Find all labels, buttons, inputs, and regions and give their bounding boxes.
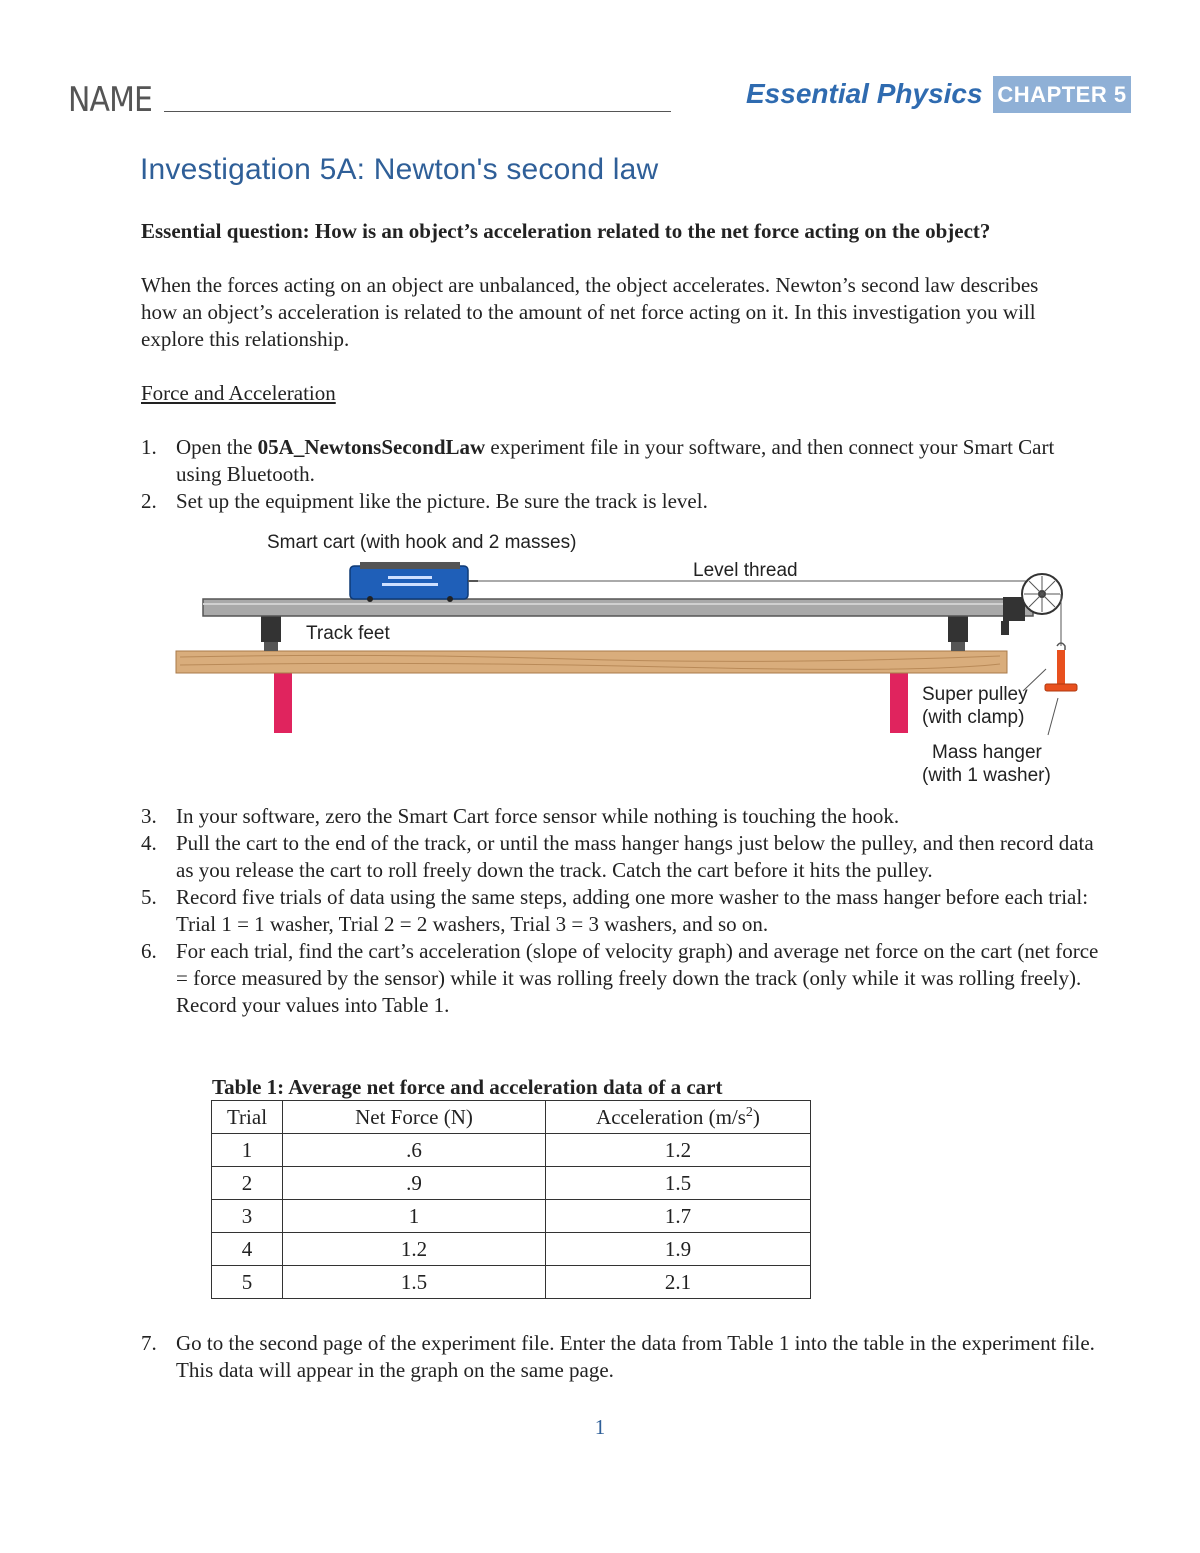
- label-mass-hanger-washer: (with 1 washer): [922, 765, 1051, 786]
- step-text: In your software, zero the Smart Cart force sensor while nothing is touching the hook.: [176, 804, 900, 828]
- equipment-figure: [170, 528, 1090, 793]
- label-super-pulley-clamp: (with clamp): [922, 707, 1025, 728]
- mass-hanger: [1057, 650, 1065, 684]
- list-item: [141, 830, 1101, 884]
- steps-list-part-2: [141, 803, 1101, 1019]
- step-text: Set up the equipment like the picture. Be sure the track is level.: [176, 489, 708, 513]
- cell-net-force: 1: [283, 1200, 546, 1233]
- list-item: [141, 488, 1101, 515]
- header-acceleration: [546, 1101, 811, 1134]
- step-text: Pull the cart to the end of the track, or until the mass hanger hangs just below the pulley, and then record data as you release the cart to roll freely down the track. Catch the cart before it hits the pulley.: [176, 831, 1094, 882]
- step-number: 3.: [141, 804, 157, 828]
- label-smart-cart: Smart cart (with hook and 2 masses): [267, 532, 577, 553]
- track: [203, 599, 1033, 616]
- cell-net-force: .9: [283, 1167, 546, 1200]
- header-acceleration-text: Acceleration (m/s: [596, 1105, 746, 1129]
- list-item: [141, 1330, 1101, 1384]
- cell-acceleration: 1.5: [546, 1167, 811, 1200]
- list-item: [141, 884, 1101, 938]
- table-row: [212, 1134, 811, 1167]
- cell-trial: 2: [212, 1167, 283, 1200]
- label-level-thread: Level thread: [693, 560, 798, 581]
- page-title: Investigation 5A: Newton's second law: [140, 153, 659, 186]
- table-leg-right: [890, 673, 908, 733]
- table-row: [212, 1233, 811, 1266]
- pulley-clamp: [1003, 597, 1025, 621]
- table-row: [212, 1200, 811, 1233]
- section-heading: Force and Acceleration: [141, 381, 336, 405]
- header-acceleration-exponent: 2: [745, 1105, 753, 1120]
- step-number: 5.: [141, 885, 157, 909]
- name-label: NAME: [68, 80, 153, 120]
- intro-paragraph: When the forces acting on an object are unbalanced, the object accelerates. Newton’s second law describes how an object’s acceleration is related to the amount of net force acting on it. In this investigation you will explore this relationship.: [141, 273, 1039, 351]
- track-foot-right: [948, 616, 968, 642]
- list-item: [141, 938, 1101, 1019]
- table-row: [212, 1167, 811, 1200]
- cell-net-force: 1.5: [283, 1266, 546, 1299]
- label-track-feet: Track feet: [306, 623, 390, 644]
- cell-net-force: .6: [283, 1134, 546, 1167]
- step-text: Open the: [176, 435, 258, 459]
- table-row: [212, 1266, 811, 1299]
- brand-title: Essential Physics: [746, 78, 983, 109]
- cell-trial: 5: [212, 1266, 283, 1299]
- cell-trial: 4: [212, 1233, 283, 1266]
- table-caption: Table 1: Average net force and acceleration data of a cart: [212, 1075, 723, 1099]
- step-text: experiment file in your software, and then connect your Smart Cart using Bluetooth.: [176, 435, 1055, 486]
- page-number: 1: [594, 1415, 606, 1439]
- cell-trial: 3: [212, 1200, 283, 1233]
- step-text: Record five trials of data using the same steps, adding one more washer to the mass hanger before each trial: Trial 1 = 1 washer, Trial 2 = 2 washers, Trial 3 = 3 washers, and so on.: [176, 885, 1089, 936]
- step-number: 7.: [141, 1331, 157, 1355]
- step-number: 1.: [141, 435, 157, 459]
- step-number: 6.: [141, 939, 157, 963]
- steps-list-part-1: [141, 434, 1101, 515]
- list-item: [141, 434, 1101, 488]
- table-header-row: [212, 1101, 811, 1134]
- steps-list-part-3: [141, 1330, 1101, 1384]
- track-foot-left: [261, 616, 281, 642]
- step-text: For each trial, find the cart’s acceleration (slope of velocity graph) and average net force on the cart (net force = force measured by the sensor) while it was rolling freely down the track (only while it was rolling freely). Record your values into Table 1.: [176, 939, 1099, 1017]
- data-table: [211, 1100, 811, 1299]
- label-mass-hanger: Mass hanger: [932, 742, 1042, 763]
- cell-acceleration: 1.9: [546, 1233, 811, 1266]
- cell-net-force: 1.2: [283, 1233, 546, 1266]
- table-leg-left: [274, 673, 292, 733]
- label-super-pulley: Super pulley: [922, 684, 1028, 705]
- list-item: [141, 803, 1101, 830]
- header-acceleration-close: ): [752, 1105, 760, 1129]
- essential-question: Essential question: How is an object’s acceleration related to the net force acting on the object?: [141, 219, 991, 243]
- name-line: [164, 111, 671, 112]
- cell-acceleration: 2.1: [546, 1266, 811, 1299]
- step-text: Go to the second page of the experiment file. Enter the data from Table 1 into the table in the experiment file. This data will appear in the graph on the same page.: [176, 1331, 1095, 1382]
- cell-acceleration: 1.7: [546, 1200, 811, 1233]
- cell-trial: 1: [212, 1134, 283, 1167]
- step-number: 4.: [141, 831, 157, 855]
- header-net-force: Net Force (N): [283, 1101, 546, 1134]
- header-trial: Trial: [212, 1101, 283, 1134]
- step-number: 2.: [141, 489, 157, 513]
- chapter-badge: CHAPTER 5: [993, 76, 1131, 113]
- smart-cart: [350, 566, 468, 599]
- experiment-file-name: 05A_NewtonsSecondLaw: [257, 435, 486, 459]
- cell-acceleration: 1.2: [546, 1134, 811, 1167]
